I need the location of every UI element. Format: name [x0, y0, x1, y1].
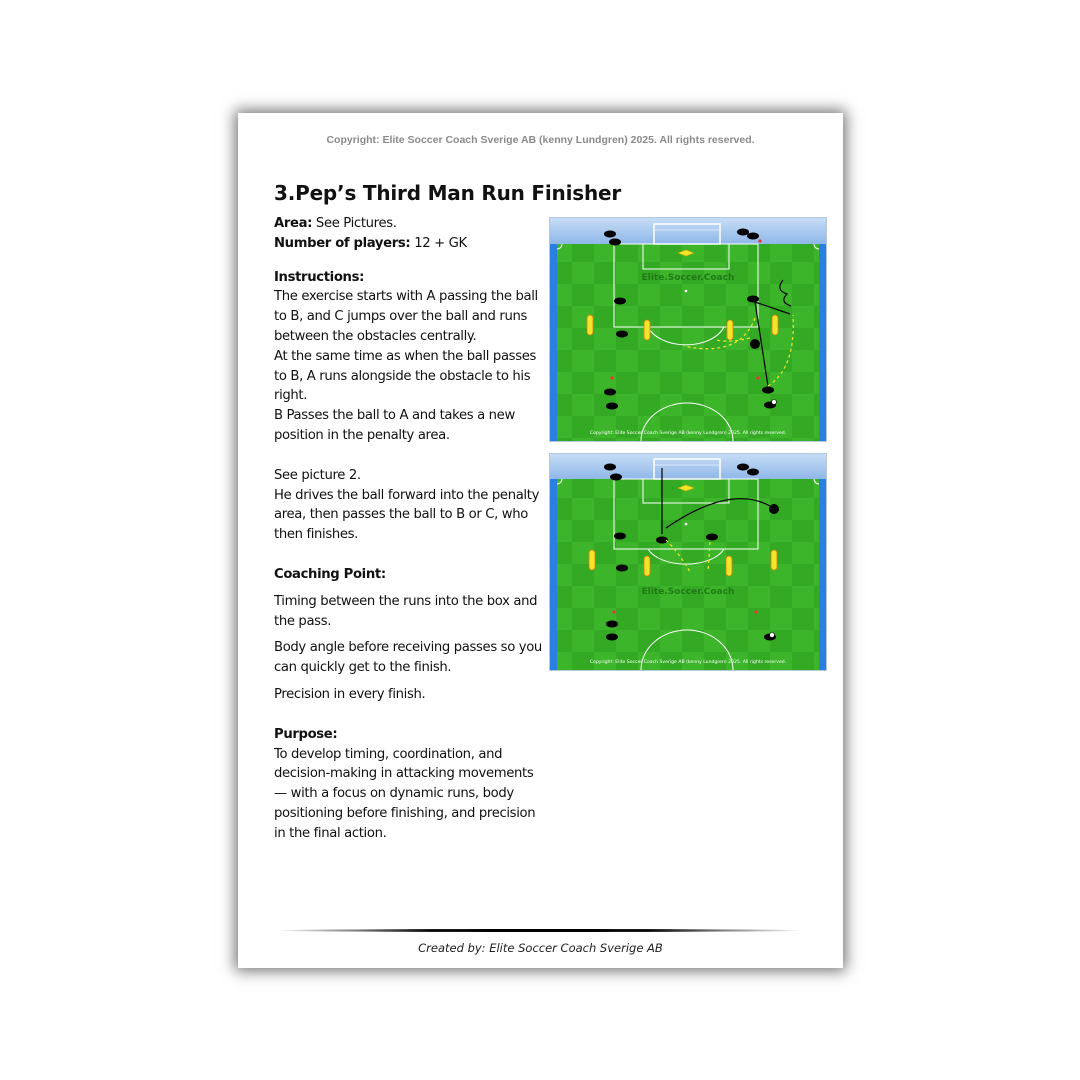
purpose-heading: Purpose: [274, 726, 338, 742]
watermark: Elite.Soccer.Coach [641, 273, 735, 283]
page-title: 3.Pep’s Third Man Run Finisher [274, 181, 622, 205]
document-page [238, 113, 843, 968]
picture2-intro: See picture 2. [274, 467, 361, 483]
ball-icon [772, 400, 777, 405]
instructions-paragraph: B Passes the ball to A and takes a new position in the penalty area. [274, 408, 515, 443]
coaching-heading: Coaching Point: [274, 566, 386, 582]
instructions-heading: Instructions: [274, 269, 365, 285]
pitch-svg-1 [550, 218, 826, 441]
picture2-text: He drives the ball forward into the penalty area, then passes the ball to B or C, who then finishes. [274, 487, 540, 543]
players-value: 12 + GK [410, 235, 467, 251]
footer-divider [274, 929, 805, 932]
text-column [274, 214, 546, 844]
drill-diagram-1 [549, 217, 827, 442]
side-band-right [819, 244, 826, 441]
pitch-svg-2 [550, 454, 826, 670]
purpose-text: To develop timing, coordination, and decision-making in attacking movements — with a focus on dynamic runs, body positioning before finishing, and precision in the final action. [274, 746, 536, 841]
coaching-point: Precision in every finish. [274, 686, 426, 702]
players-line [274, 234, 546, 254]
instructions-paragraph: At the same time as when the ball passes to B, A runs alongside the obstacle to his right. [274, 348, 537, 404]
area-line [274, 214, 546, 234]
area-label: Area: [274, 216, 313, 231]
coaching-point: Body angle before receiving passes so you can quickly get to the finish. [274, 640, 542, 676]
coaching-point: Timing between the runs into the box and the pass. [274, 593, 538, 629]
instructions-paragraph: The exercise starts with A passing the ball to B, and C jumps over the ball and runs between the obstacles centrally. [274, 289, 538, 344]
side-band-right [819, 479, 826, 670]
side-band-left [550, 479, 557, 670]
players-label: Number of players: [274, 235, 411, 251]
side-band-left [550, 244, 557, 441]
cone-icon [612, 610, 615, 613]
sky-band [550, 218, 826, 244]
grass [557, 479, 819, 670]
diagram-copyright: Copyright: Elite Soccer Coach Sverige AB (kenny Lundgren) 2025. All rights reserved. [589, 660, 787, 665]
cone-icon [758, 239, 761, 242]
copyright-header: Copyright: Elite Soccer Coach Sverige AB (kenny Lundgren) 2025. All rights reserved. [326, 134, 755, 146]
sky-band [550, 454, 826, 479]
drill-diagram-2 [549, 453, 827, 671]
footer-credit: Created by: Elite Soccer Coach Sverige AB [418, 941, 663, 955]
diagram-copyright: Copyright: Elite Soccer Coach Sverige AB (kenny Lundgren) 2025. All rights reserved. [589, 431, 787, 436]
ball-icon [770, 633, 775, 638]
area-value: See Pictures. [312, 216, 397, 231]
watermark: Elite.Soccer.Coach [641, 587, 735, 597]
